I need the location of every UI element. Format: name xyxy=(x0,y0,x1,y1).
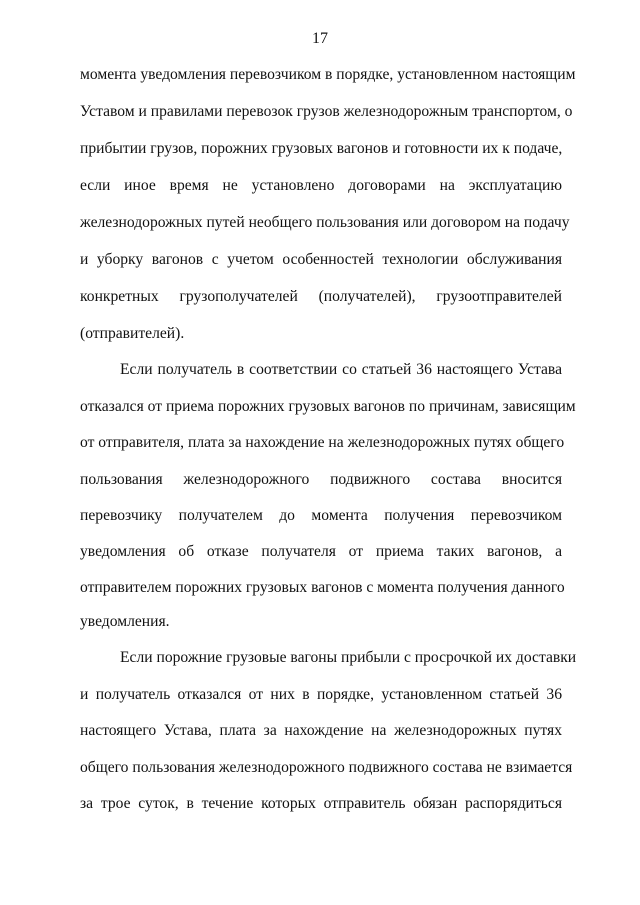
text-line: если иное время не установлено договорами на эксплуатацию xyxy=(80,177,562,194)
text-line: момента уведомления перевозчиком в порядке, установленном настоящим xyxy=(80,66,576,83)
text-line: и уборку вагонов с учетом особенностей технологии обслуживания xyxy=(80,251,562,268)
text-line: отказался от приема порожних грузовых вагонов по причинам, зависящим xyxy=(80,398,576,415)
text-line: общего пользования железнодорожного подвижного состава не взимается xyxy=(80,759,573,776)
text-line: от отправителя, плата за нахождение на железнодорожных путях общего xyxy=(80,434,565,451)
text-line: уведомления об отказе получателя от приема таких вагонов, а xyxy=(80,543,562,560)
text-line: перевозчику получателем до момента получения перевозчиком xyxy=(80,507,562,524)
text-line: уведомления. xyxy=(80,613,170,630)
text-line: и получатель отказался от них в порядке, установленном статьей 36 xyxy=(80,686,562,703)
text-line: конкретных грузополучателей (получателей), грузоотправителей xyxy=(80,288,562,305)
text-line: пользования железнодорожного подвижного состава вносится xyxy=(80,471,562,488)
text-line: прибытии грузов, порожних грузовых вагонов и готовности их к подаче, xyxy=(80,140,563,157)
text-line: отправителем порожних грузовых вагонов с момента получения данного xyxy=(80,579,565,596)
text-line: за трое суток, в течение которых отправитель обязан распорядиться xyxy=(80,795,562,812)
text-line: (отправителей). xyxy=(80,325,185,342)
page-number: 17 xyxy=(312,30,328,47)
text-line: железнодорожных путей необщего пользования или договором на подачу xyxy=(80,214,570,231)
text-line: Если получатель в соответствии со статьей 36 настоящего Устава xyxy=(120,361,562,378)
text-line: Если порожние грузовые вагоны прибыли с просрочкой их доставки xyxy=(120,649,577,666)
text-line: Уставом и правилами перевозок грузов железнодорожным транспортом, о xyxy=(80,103,573,120)
text-line: настоящего Устава, плата за нахождение на железнодорожных путях xyxy=(80,722,562,739)
